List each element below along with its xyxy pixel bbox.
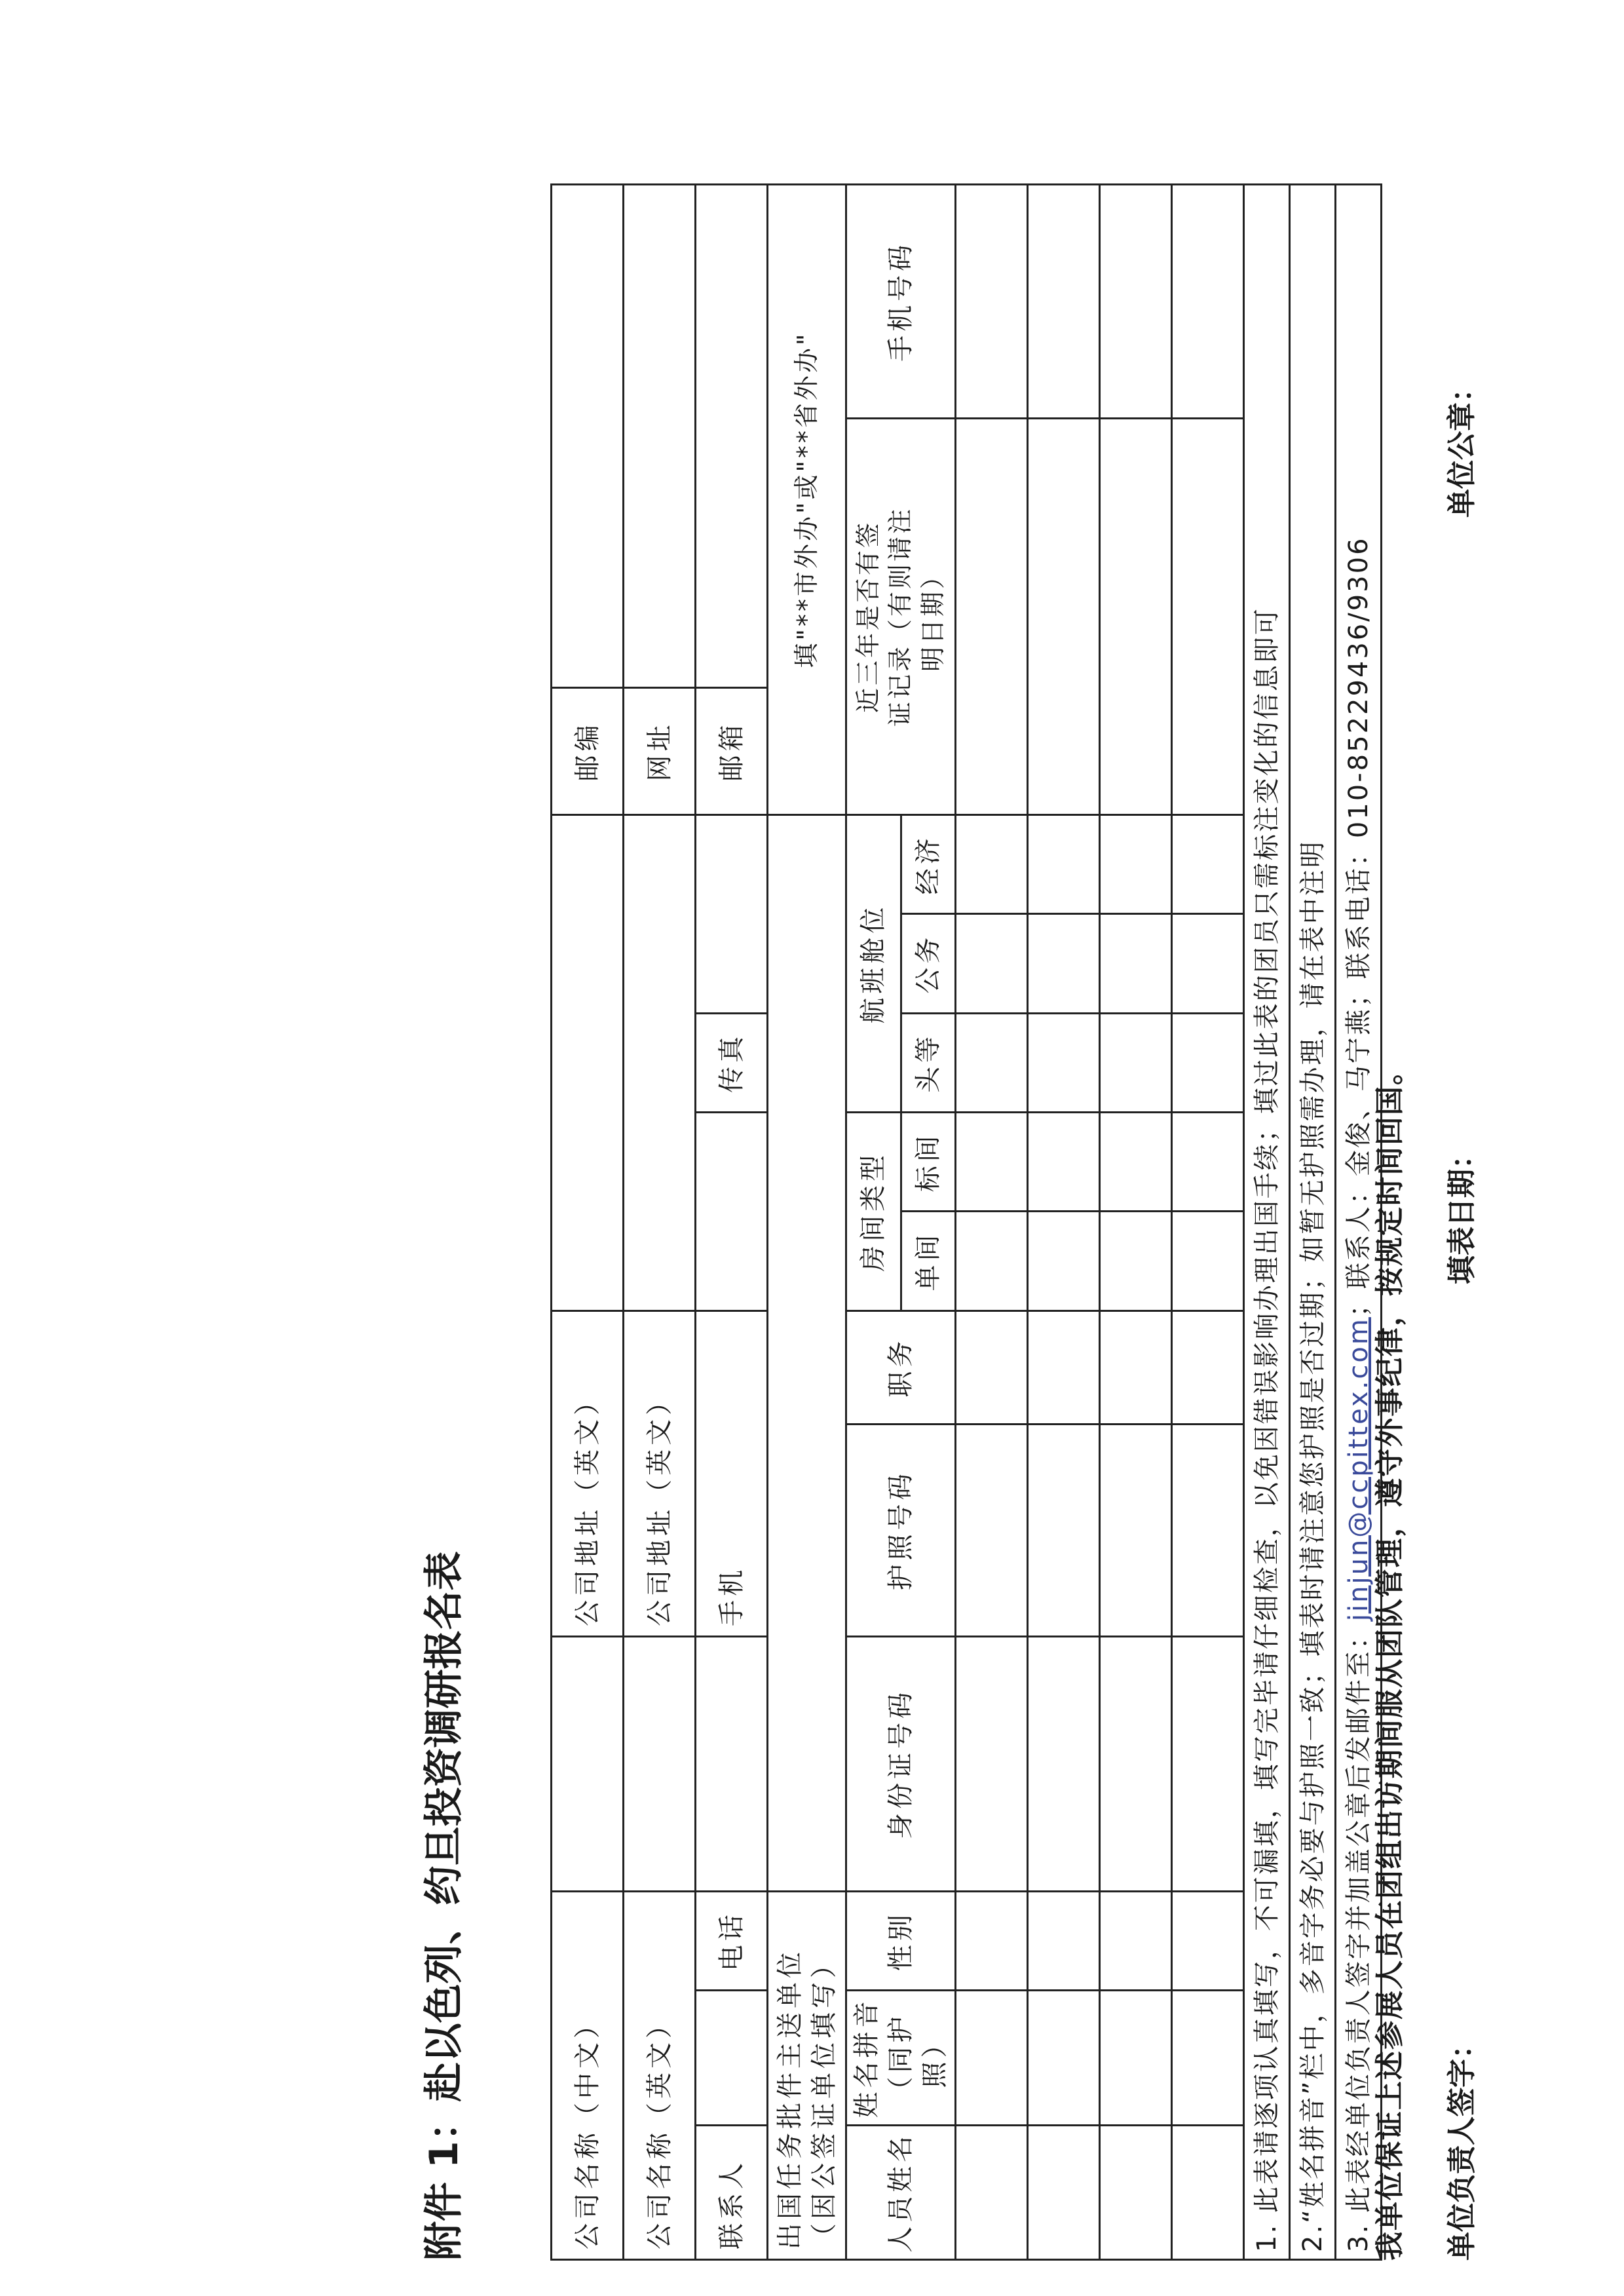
- cell-gender[interactable]: [1028, 1891, 1100, 1990]
- header-room-standard: 标间: [901, 1113, 956, 1212]
- cell-gender[interactable]: [1172, 1891, 1244, 1990]
- cell-economy[interactable]: [1028, 815, 1100, 914]
- header-pinyin-line2: （同护照）: [886, 2012, 950, 2103]
- cell-pinyin[interactable]: [1172, 1991, 1244, 2125]
- website-label: 网址: [624, 687, 696, 815]
- cell-mobile[interactable]: [1028, 185, 1100, 419]
- company-stamp-label: 单位公章：: [1445, 373, 1479, 518]
- header-room-single: 单间: [901, 1212, 956, 1311]
- cell-visa[interactable]: [956, 418, 1028, 814]
- cell-id[interactable]: [1100, 1636, 1172, 1891]
- header-visa-line2: 证记录（有则请注: [886, 506, 915, 727]
- header-pinyin: [846, 1991, 956, 2125]
- cell-economy[interactable]: [956, 815, 1028, 914]
- note-3-prefix: 3. 此表经单位负责人签字并加盖公章后发邮件至：: [1343, 1621, 1374, 2252]
- cell-pinyin[interactable]: [1100, 1991, 1172, 2125]
- cell-name[interactable]: [1100, 2125, 1172, 2259]
- cell-first[interactable]: [1172, 1013, 1244, 1112]
- header-visa-record: [846, 418, 956, 814]
- cell-pinyin[interactable]: [956, 1991, 1028, 2125]
- cell-economy[interactable]: [1100, 815, 1172, 914]
- cell-visa[interactable]: [1100, 418, 1172, 814]
- cell-position[interactable]: [956, 1311, 1028, 1424]
- cell-room-standard[interactable]: [1100, 1113, 1172, 1212]
- header-visa-line3: 明日期）: [918, 561, 947, 672]
- cell-gender[interactable]: [1100, 1891, 1172, 1990]
- cell-first[interactable]: [1028, 1013, 1100, 1112]
- header-position: 职务: [846, 1311, 956, 1424]
- cell-mobile[interactable]: [1172, 185, 1244, 419]
- cell-business[interactable]: [1172, 914, 1244, 1013]
- cell-name[interactable]: [1172, 2125, 1244, 2259]
- cell-gender[interactable]: [956, 1891, 1028, 1990]
- cell-business[interactable]: [956, 914, 1028, 1013]
- contact-label: 联系人: [696, 2125, 768, 2259]
- company-address-en-field-2[interactable]: [624, 815, 696, 1311]
- header-flight-class: 航班舱位: [846, 815, 901, 1113]
- header-room-type: 房间类型: [846, 1113, 901, 1311]
- cell-room-standard[interactable]: [1028, 1113, 1100, 1212]
- pledge-statement: 我单位保证上述参展人员在团组出访期间服从团队管理，遵守外事纪律，按规定时间回国。: [1373, 1055, 1407, 2261]
- email-field[interactable]: [696, 185, 768, 688]
- page-title: 附件 1：赴以色列、约旦投资调研报名表: [421, 1551, 467, 2261]
- header-pinyin-line1: 姓名拼音: [852, 1997, 882, 2118]
- cell-business[interactable]: [1100, 914, 1172, 1013]
- company-address-en-label-2: 公司地址（英文）: [624, 1311, 696, 1636]
- company-name-cn-label: 公司名称（中文）: [552, 1891, 624, 2259]
- cell-room-single[interactable]: [1100, 1212, 1172, 1311]
- company-name-en-field[interactable]: [624, 1636, 696, 1891]
- phone-label: 电话: [696, 1891, 768, 1990]
- header-gender: 性别: [846, 1891, 956, 1990]
- contact-email-link[interactable]: jinjun@ccpittex.com: [1343, 1317, 1374, 1622]
- cell-passport[interactable]: [1100, 1424, 1172, 1636]
- note-2: 2.“姓名拼音”栏中，多音字务必要与护照一致；填表时请注意您护照是否过期；如暂无护照需办理，请在表中注明: [1290, 185, 1336, 2260]
- email-label: 邮箱: [696, 687, 768, 815]
- cell-visa[interactable]: [1172, 418, 1244, 814]
- member-row: [956, 185, 1028, 2260]
- cell-name[interactable]: [956, 2125, 1028, 2259]
- note-1: 1. 此表请逐项认真填写，不可漏填，填写完毕请仔细检查，以免因错误影响办理出国手续；填过此表的团员只需标注变化的信息即可: [1244, 185, 1290, 2260]
- cell-passport[interactable]: [1028, 1424, 1100, 1636]
- cell-room-single[interactable]: [956, 1212, 1028, 1311]
- cell-passport[interactable]: [956, 1424, 1028, 1636]
- company-name-en-label: 公司名称（英文）: [624, 1891, 696, 2259]
- mobile-field[interactable]: [696, 1113, 768, 1311]
- company-address-en-field-1[interactable]: [552, 815, 624, 1311]
- cell-mobile[interactable]: [1100, 185, 1172, 419]
- header-member-name: 人员姓名: [846, 2125, 956, 2259]
- header-class-first: 头等: [901, 1013, 956, 1112]
- cell-name[interactable]: [1028, 2125, 1100, 2259]
- fax-field[interactable]: [696, 815, 768, 1014]
- cell-passport[interactable]: [1172, 1424, 1244, 1636]
- cell-pinyin[interactable]: [1028, 1991, 1100, 2125]
- cell-visa[interactable]: [1028, 418, 1100, 814]
- fill-date-label: 填表日期：: [1445, 1140, 1479, 1284]
- member-row: [1100, 185, 1172, 2260]
- header-class-economy: 经济: [901, 815, 956, 914]
- registration-table: [550, 183, 1382, 2261]
- cell-id[interactable]: [1028, 1636, 1100, 1891]
- cell-room-single[interactable]: [1172, 1212, 1244, 1311]
- cell-economy[interactable]: [1172, 815, 1244, 914]
- header-visa-line1: 近三年是否有签: [853, 520, 882, 713]
- company-name-cn-field[interactable]: [552, 1636, 624, 1891]
- cell-business[interactable]: [1028, 914, 1100, 1013]
- cell-id[interactable]: [956, 1636, 1028, 1891]
- cell-room-single[interactable]: [1028, 1212, 1100, 1311]
- leader-signature-label: 单位负责人签字：: [1445, 2030, 1479, 2261]
- dispatch-label-line2: （因公签证单位填写）: [808, 1948, 839, 2249]
- cell-room-standard[interactable]: [1172, 1113, 1244, 1212]
- mobile-label: 手机: [696, 1311, 768, 1636]
- cell-first[interactable]: [956, 1013, 1028, 1112]
- cell-position[interactable]: [1028, 1311, 1100, 1424]
- header-id-number: 身份证号码: [846, 1636, 956, 1891]
- header-mobile-number: 手机号码: [846, 185, 956, 419]
- cell-position[interactable]: [1172, 1311, 1244, 1424]
- website-field[interactable]: [624, 185, 696, 688]
- dispatch-hint: 填"**市外办"或"**省外办": [768, 185, 846, 815]
- dispatch-field[interactable]: [768, 815, 846, 1892]
- cell-id[interactable]: [1172, 1636, 1244, 1891]
- postcode-label: 邮编: [552, 687, 624, 815]
- cell-position[interactable]: [1100, 1311, 1172, 1424]
- dispatch-label: [768, 1891, 846, 2259]
- contact-field[interactable]: [696, 1991, 768, 2125]
- dispatch-label-line1: 出国任务批件主送单位: [774, 1948, 805, 2249]
- rotated-form: [400, 124, 1513, 2287]
- phone-field[interactable]: [696, 1636, 768, 1891]
- cell-first[interactable]: [1100, 1013, 1172, 1112]
- postcode-field[interactable]: [552, 185, 624, 688]
- header-passport: 护照号码: [846, 1424, 956, 1636]
- note-3-suffix: ；联系人：金俊、马宁燕；联系电话：010-85229436/9306: [1343, 536, 1374, 1318]
- cell-mobile[interactable]: [956, 185, 1028, 419]
- member-row: [1028, 185, 1100, 2260]
- header-class-business: 公务: [901, 914, 956, 1013]
- cell-room-standard[interactable]: [956, 1113, 1028, 1212]
- company-address-en-label-1: 公司地址（英文）: [552, 1311, 624, 1636]
- fax-label: 传真: [696, 1013, 768, 1112]
- member-row: [1172, 185, 1244, 2260]
